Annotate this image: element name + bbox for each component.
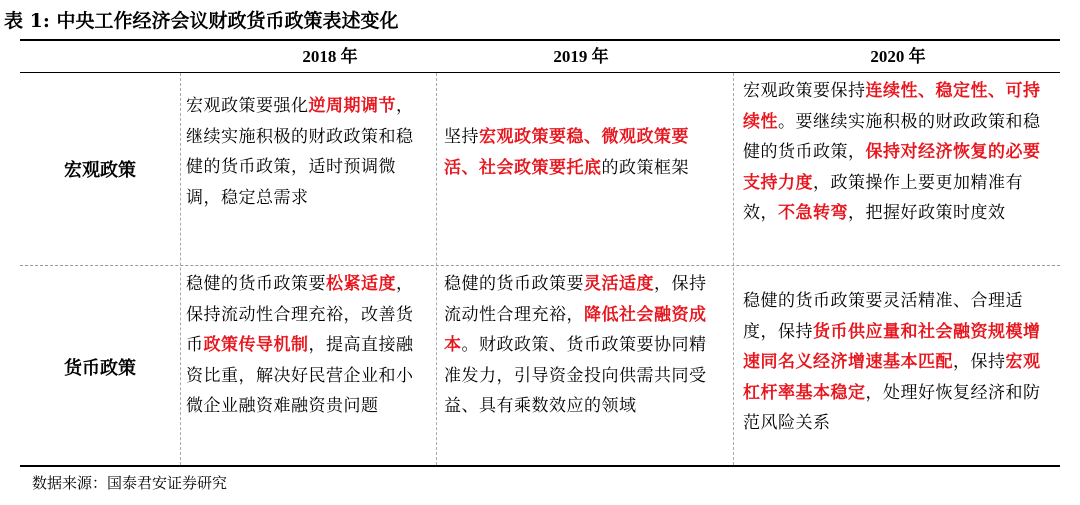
highlighted-phrase: 降低社会融资成本 [444,304,707,355]
monetary-policy-2018-cell [186,269,426,422]
table-top-rule [20,39,1060,41]
cell-text: ，政策操作上要更加精准有效， [743,172,1023,223]
highlighted-phrase: 政策传导机制 [203,335,309,355]
header-rule [20,72,1060,73]
highlighted-phrase: 逆周期调节 [308,96,396,116]
cell-text: ，保持 [953,352,1006,372]
column-header-2020: 2020 年 [870,47,926,66]
highlighted-phrase: 宏观杠杆率基本稳定 [743,352,1041,403]
column-divider [733,73,734,465]
cell-text: 宏观政策要强化 [186,96,309,116]
table-title: 表 1: 中央工作经济会议财政货币政策表述变化 [4,10,399,32]
cell-text: 稳健的货币政策要 [444,274,584,294]
cell-text: ，提高直接融资比重，解决好民营企业和小微企业融资难融资贵问题 [186,335,414,416]
cell-text: 。要继续实施积极的财政政策和稳健的货币政策， [743,111,1041,162]
cell-text: ，处理好恢复经济和防范风险关系 [743,382,1041,433]
row-header-macro-policy: 宏观政策 [64,160,136,181]
column-header-2018: 2018 年 [302,47,358,66]
monetary-policy-2019-cell [444,269,722,422]
highlighted-phrase: 松紧适度 [326,274,396,294]
row-header-monetary-policy: 货币政策 [64,358,136,379]
cell-text: ，保持流动性合理充裕， [444,274,707,325]
macro-policy-2018-cell [186,91,426,213]
highlighted-phrase: 宏观政策要稳、微观政策要活、社会政策要托底 [444,127,689,178]
table-bottom-rule [20,465,1060,467]
macro-policy-2019-cell [444,122,722,183]
cell-text: ，保持流动性合理充裕，改善货币 [186,274,414,355]
column-divider [180,73,181,465]
macro-policy-2020-cell [743,76,1055,229]
source-note: 数据来源：国泰君安证券研究 [32,474,228,492]
cell-text: ，继续实施积极的财政政策和稳健的货币政策，适时预调微调，稳定总需求 [186,96,414,208]
monetary-policy-2020-cell [743,286,1055,439]
cell-text: 宏观政策要保持 [743,81,866,101]
cell-text: 的政策框架 [601,157,689,178]
cell-text: 坚持 [444,127,479,147]
row-divider [20,265,1060,266]
highlighted-phrase: 货币供应量和社会融资规模增速同名义经济增速基本匹配 [743,321,1041,372]
cell-text: 稳健的货币政策要灵活精准、合理适度，保持 [743,291,1023,342]
highlighted-phrase: 不急转弯 [778,203,848,223]
highlighted-phrase: 连续性、稳定性、可持续性 [743,81,1041,132]
cell-text: 稳健的货币政策要 [186,274,326,294]
cell-text: ，把握好政策时度效 [848,203,1006,223]
column-header-2019: 2019 年 [553,47,609,66]
cell-text: 。财政政策、货币政策要协同精准发力，引导资金投向供需共同受益、具有乘数效应的领域 [444,335,707,416]
highlighted-phrase: 保持对经济恢复的必要支持力度 [743,142,1041,193]
highlighted-phrase: 灵活适度 [584,274,654,294]
column-divider [436,73,437,465]
